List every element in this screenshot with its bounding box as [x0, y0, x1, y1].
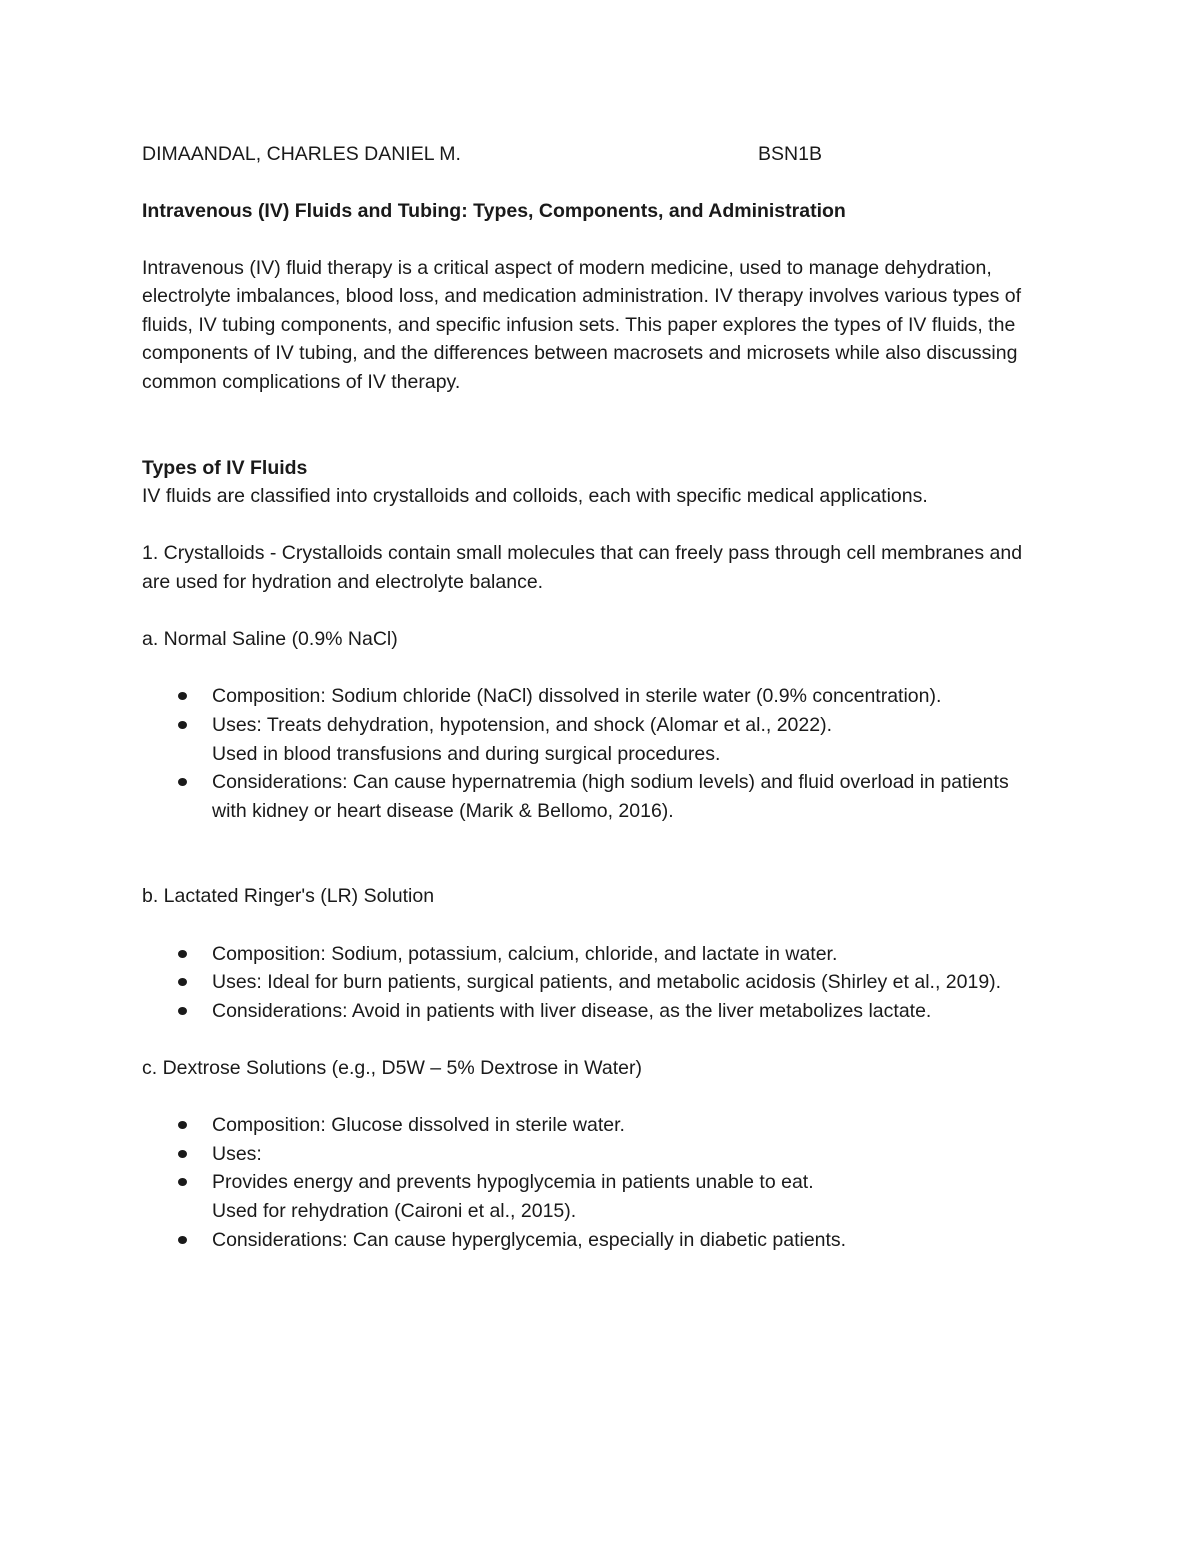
bullet-icon — [178, 721, 187, 729]
intro-paragraph: Intravenous (IV) fluid therapy is a critical aspect of modern medicine, used to manage dehydration, electrolyte imbalances, blood loss, and medication administration. IV therapy involves various types of fluids, IV tubing components, and specific infusion sets. This paper explores the types of IV fluids, the components of IV tubing, and the differences between macrosets and microsets while also discussing common complications of IV therapy. — [142, 256, 1022, 393]
list-item: Considerations: Can cause hyperglycemia, especially in diabetic patients. — [142, 1226, 1042, 1255]
lactated-list — [142, 940, 1042, 1026]
list-item: Composition: Glucose dissolved in sterile water. — [142, 1111, 1042, 1140]
dextrose-list — [142, 1111, 1042, 1254]
document-page — [142, 140, 1042, 1254]
saline-list — [142, 682, 1042, 825]
lactated-heading: b. Lactated Ringer's (LR) Solution — [142, 885, 435, 908]
bullet-icon — [178, 1007, 187, 1015]
list-item: Considerations: Avoid in patients with liver disease, as the liver metabolizes lactate. — [142, 997, 1042, 1026]
types-intro: IV fluids are classified into crystalloids and colloids, each with specific medical applications. — [142, 485, 928, 508]
student-name: DIMAANDAL, CHARLES DANIEL M. — [142, 143, 461, 165]
list-item: Considerations: Can cause hypernatremia (high sodium levels) and fluid overload in patients with kidney or heart disease (Marik & Bellomo, 2016). — [142, 768, 1042, 825]
list-item: Uses: Ideal for burn patients, surgical patients, and metabolic acidosis (Shirley et al., 2019). — [142, 968, 1042, 997]
bullet-icon — [178, 1178, 187, 1186]
document-header — [142, 140, 1042, 169]
bullet-icon — [178, 1150, 187, 1158]
types-heading: Types of IV Fluids — [142, 456, 308, 479]
crystalloids-paragraph: 1. Crystalloids - Crystalloids contain small molecules that can freely pass through cell membranes and are used for hydration and electrolyte balance. — [142, 542, 1023, 593]
bullet-icon — [178, 692, 187, 700]
bullet-icon — [178, 1236, 187, 1244]
bullet-icon — [178, 978, 187, 986]
list-item: Composition: Sodium, potassium, calcium, chloride, and lactate in water. — [142, 940, 1042, 969]
bullet-icon — [178, 778, 187, 786]
dextrose-heading: c. Dextrose Solutions (e.g., D5W – 5% Dextrose in Water) — [142, 1057, 642, 1080]
paper-title: Intravenous (IV) Fluids and Tubing: Types, Components, and Administration — [142, 200, 846, 222]
student-section: BSN1B — [758, 143, 822, 165]
list-item: Uses: — [142, 1140, 1042, 1169]
list-item: Uses: Treats dehydration, hypotension, and shock (Alomar et al., 2022). Used in blood transfusions and during surgical procedures. — [142, 711, 1042, 768]
list-item: Provides energy and prevents hypoglycemia in patients unable to eat. Used for rehydration (Caironi et al., 2015). — [142, 1168, 1042, 1225]
saline-heading: a. Normal Saline (0.9% NaCl) — [142, 628, 398, 651]
list-item: Composition: Sodium chloride (NaCl) dissolved in sterile water (0.9% concentration). — [142, 682, 1042, 711]
bullet-icon — [178, 1121, 187, 1129]
bullet-icon — [178, 950, 187, 958]
